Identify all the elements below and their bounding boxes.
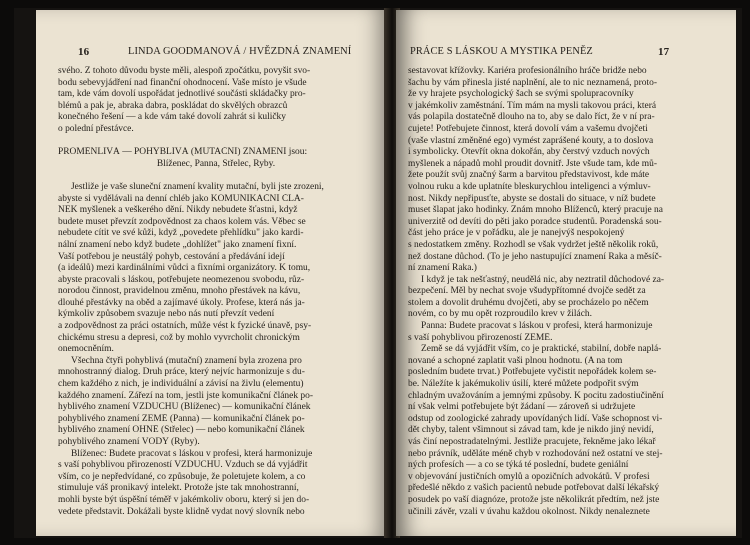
text-line: dlouhé přestávky na oběd a zajímavé úkoly. Profese, která nás ja- [58, 297, 305, 308]
text-line: ní znamení Raka.) [408, 263, 477, 274]
running-head: PRÁCE S LÁSKOU A MYSTIKA PENĚZ [410, 46, 593, 57]
open-book-spread [14, 8, 742, 538]
text-line: cujete! Potřebujete činnost, která dovolí vám a vašemu dvojčeti [408, 123, 648, 134]
text-line: Blíženec, Panna, Střelec, Ryby. [156, 158, 276, 169]
text-line: i symbolicky. Otevřít okna dokořán, aby čerstvý vzduch nových [408, 147, 650, 158]
text-line: stimuluje váš pronikavý intelekt. Protože jste tak mnohostranní, [58, 483, 299, 494]
text-line: be. Náležíte k jakémukoliv úsilí, které můžete podpořit svým [408, 379, 639, 390]
text-line: v objevování justičních omylů a opozičních advokátů. V profesi [408, 471, 650, 482]
text-line: žete použít svůj značný šarm a barvitou představivost, kde máte [408, 170, 650, 181]
text-line: posledním budete trvat.) Potřebujete vyčistit nepořádek kolem se- [408, 367, 657, 378]
text-line: hyblivého znamení OHNĚ (Střelec) — nebo komunikační článek [58, 425, 305, 436]
text-line: onemocněním. [58, 344, 114, 355]
text-line: univerzitě od devíti do pěti jako poradce studentů. Poradenská sou- [408, 216, 662, 227]
text-line: abyste si vydělávali na denní chléb jako KOMUNIKAČNÍ ČLÁ- [58, 193, 304, 204]
text-line: mnohostranný dialog. Druh práce, který nejvíc harmonizuje s du- [58, 367, 305, 378]
text-line: svého. Z tohoto důvodu byste měli, alespoň zpočátku, povyšit svo- [58, 66, 311, 76]
text-line: mohli byste být úspěšní téměř v jakémkoliv oboru, který si jen do- [58, 494, 310, 505]
text-line: v jakémkoliv zaměstnání. Tím mám na mysli takovou práci, která [408, 100, 657, 111]
text-line: ní však velmi potřebujete být žádaní — zároveň si udržujete [408, 402, 636, 413]
text-line: sestavovat křížovky. Kariéra profesionálního hráče bridže nebo [408, 66, 647, 76]
text-line: vedete představit. Dokážali byste klidně vydat nový slovník nebo [58, 506, 305, 517]
paragraph-gap [58, 170, 374, 182]
text-line: (vaše vlastní změněné ego) vymést zaprášené kouty, a to doslova [408, 135, 654, 146]
text-line: chem každého z nich, je individuální a závisí na živlu (elementu) [58, 379, 304, 390]
text-line: o polední přestávce. [58, 123, 134, 134]
right-page [396, 10, 736, 536]
page-body [408, 66, 714, 518]
text-line: muset šlapat jako hodinky. Znám mnoho Blíženců, který pracuje na [408, 205, 663, 216]
text-line: novém, co by mu opět rozproudilo krev v žilách. [408, 309, 592, 320]
text-line: nované a schopné zaplatit vaši plnou hodnotu. (A na tom [408, 355, 623, 366]
text-line: stolem a dovolit druhému dvojčeti, aby se procházelo po něčem [408, 297, 649, 308]
text-line: nost. Nikdy nepřipusťte, abyste se dostali do situace, v níž budete [408, 193, 656, 204]
text-line: nebudete cítit ve své kůži, když „povedete přehlídku" jako kardi- [58, 228, 304, 239]
text-line: a zodpovědnost za práci ostatních, může vést k fyzické únavě, psy- [58, 321, 312, 332]
text-line: s nedostatkem změny. Rozhodl se však vydržet ještě několik roků, [408, 239, 659, 250]
text-line: nebo právník, uděláte méně chyb v rozhodování než ostatní ve stej- [408, 448, 663, 459]
text-line: I když je tak nešťastný, neudělá nic, aby neztratil důchodové za- [421, 274, 665, 285]
text-line: blémů a pak je, abraka dabra, poskládat do skvělých obrazců [58, 100, 288, 111]
text-line: norodou činnost, pravidelnou změnu, mnoho přestávek na kávu, [58, 286, 301, 297]
left-page [36, 10, 388, 536]
text-line: Vaší potřebou je neustálý pohyb, cestování a předávání idejí [58, 251, 285, 262]
text-line: tam, kde vám dovolí uspořádat jednotlivé součásti skládačky pro- [58, 89, 306, 100]
text-line: odstup od zoologické zahrady upovídaných lidí. Vaše schopnost vi- [408, 413, 663, 424]
text-line: Jestliže je vaše sluneční znamení kvality mutační, byli jste zrozeni, [71, 181, 324, 192]
text-line: vším, co je nepředvídané, co způsobuje, že poletujete kolem, a co [58, 471, 306, 482]
page-body [58, 66, 374, 518]
text-line: myšlenek a nápadů mohl proudit dovnitř. Jste všude tam, kde mů- [408, 158, 658, 169]
running-head: LINDA GOODMANOVÁ / HVĚZDNÁ ZNAMENÍ [128, 46, 352, 57]
text-line: NEK myšlenek a veškerého dění. Nikdy nebudete šťastni, když [58, 205, 298, 216]
text-line: chladným uvažováním a jemnými způsoby. K pocitu zadostiučinění [408, 390, 664, 401]
text-line: volnou ruku a kde uplatníte bleskurychlou inteligenci a výmluv- [408, 181, 651, 192]
text-line: s vaší pohyblivou přirozeností VZDUCHU. Vzduch se dá vyjádřit [58, 460, 308, 471]
text-line: dět chyby, talent všimnout si závad tam, kde je nikdo jiný nevidí, [408, 425, 654, 436]
text-line: Země se dá vyjádřit vším, co je praktické, stabilní, dobře naplá- [421, 344, 662, 355]
text-line: že vy hrajete psychologický šach se svými spolupracovníky [408, 89, 634, 100]
text-line: pohyblivého znamení VODY (Ryby). [58, 437, 200, 447]
text-line: Všechna čtyři pohyblivá (mutační) znamení byla zrozena pro [71, 355, 302, 366]
text-line: ných profesích — a co se týká té poslední, budete geniální [408, 460, 629, 471]
text-line: vás činí nepostradatelnými. Jestliže pracujete, řekněme jako lékař [408, 437, 656, 447]
text-line: (a ideálů) mezi kardinálními vůdci a fixními organizátory. K tomu, [58, 263, 311, 274]
text-line: každého znamení. Zářezí na tom, jestli jste komunikační článek po- [58, 390, 313, 401]
text-line: část jeho práce je v pořádku, ale je nanejvýš nespokojený [408, 228, 625, 239]
text-line: posudek po vaší diagnóze, protože jste několikrát předtím, než jste [408, 494, 660, 505]
text-line: bezpečení. Měl by nechat svoje všudypřítomné dvojče sedět za [408, 286, 646, 297]
page-number: 17 [658, 46, 670, 58]
text-line: kýmkoliv způsobem svazuje nebo nás nutí převzít vedení [58, 309, 275, 320]
text-line: vás polapila dostatečně dlouho na to, aby se dalo říct, že v ní pra- [408, 112, 655, 123]
text-line: pohyblivého znamení ZEMĚ (Panna) — komunikační článek po- [58, 413, 305, 424]
text-line: chickému stresu a depresi, což by mohlo vyvrcholit chronickým [58, 332, 300, 343]
text-line: šachu by vám přinesla jisté naplnění, ale to nic neznamená, proto- [408, 77, 657, 88]
text-line: konečného řešení — a kde vám také dovolí zahrát si kuličky [58, 112, 286, 123]
text-line: s vaší pohyblivou přirozeností ZEMĚ. [408, 332, 553, 343]
text-line: Blíženec: Budete pracovat s láskou v profesi, která harmonizuje [71, 448, 313, 459]
text-line: abyste pracovali s láskou, potřebujete neomezenou svobodu, růz- [58, 274, 305, 285]
text-line: budete muset převzít zodpovědnost za chaos kolem vás. Věbec se [58, 216, 306, 227]
text-line: Panna: Budete pracovat s láskou v profesi, která harmonizuje [421, 321, 653, 332]
paragraph-gap [58, 136, 374, 148]
text-line: PROMĚNLIVÁ — POHYBLIVÁ (MUTAČNÍ) ZNAMENÍ jsou: [58, 147, 308, 158]
text-line: než dostane důchod. (To je jeho nastupující znamení Raka a měsíč- [408, 251, 662, 262]
text-line: učinili závěr, vzali v úvahu každou okolnost. Nikdy nenaleznete [408, 506, 650, 517]
text-line: bodu sebevyjádření nad finanční ohodnocení. Vaše místo je všude [58, 77, 307, 88]
page-number: 16 [78, 46, 90, 58]
text-line: nální znamení nebo když budete „dohlížet" jako znamení fixní. [58, 239, 297, 250]
text-line: předešlé někdo z vašich pacientů nebude potřebovat další lékařský [408, 483, 660, 494]
text-line: hyblivého znamení VZDUCHU (Blíženec) — komunikační článek [58, 402, 311, 413]
